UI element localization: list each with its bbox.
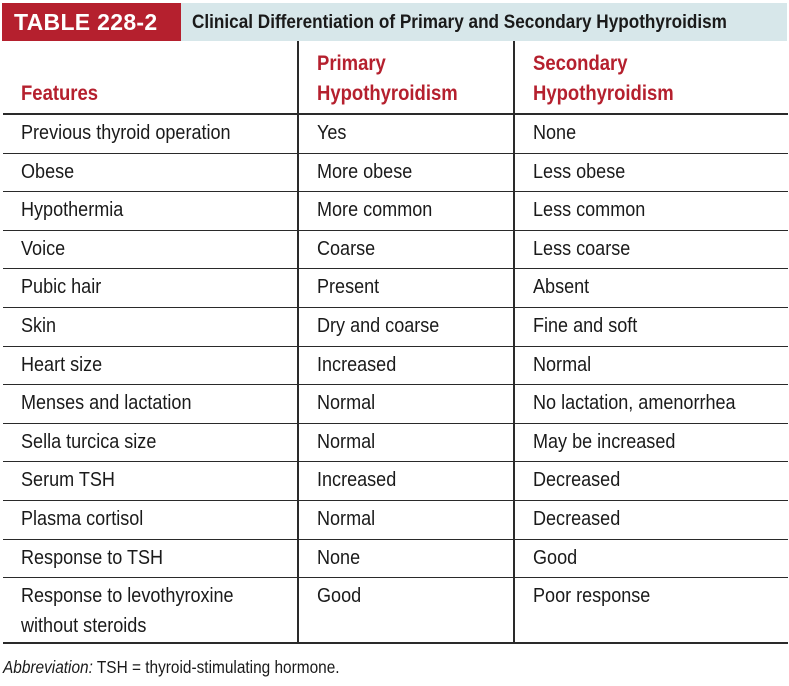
column-header-secondary: Secondary Hypothyroidism bbox=[513, 41, 788, 113]
feature-cell: Pubic hair bbox=[21, 275, 102, 299]
secondary-cell: Absent bbox=[513, 269, 788, 307]
primary-cell: Good bbox=[297, 578, 513, 642]
table-row bbox=[3, 462, 788, 501]
column-header-primary: Primary Hypothyroidism bbox=[297, 41, 513, 113]
primary-cell: None bbox=[297, 540, 513, 578]
feature-cell: Response to TSH bbox=[21, 545, 164, 569]
table-row bbox=[3, 192, 788, 231]
footnote-text: TSH = thyroid-stimulating hormone. bbox=[96, 657, 340, 677]
primary-cell: Yes bbox=[297, 115, 513, 153]
table-row bbox=[3, 385, 788, 424]
secondary-cell: Fine and soft bbox=[513, 308, 788, 346]
table-title: Clinical Differentiation of Primary and Secondary Hypothyroidism bbox=[192, 11, 727, 33]
table-row bbox=[3, 347, 788, 386]
primary-cell: Normal bbox=[297, 424, 513, 462]
table-row bbox=[3, 115, 788, 154]
primary-cell: More common bbox=[297, 192, 513, 230]
secondary-cell: Less common bbox=[513, 192, 788, 230]
table-row bbox=[3, 231, 788, 270]
table-row bbox=[3, 308, 788, 347]
primary-cell: Increased bbox=[297, 347, 513, 385]
secondary-cell: Less obese bbox=[513, 154, 788, 192]
secondary-cell: Poor response bbox=[513, 578, 788, 642]
table-row bbox=[3, 269, 788, 308]
footnote-label: Abbreviation: bbox=[3, 657, 93, 677]
feature-cell: Heart size bbox=[21, 352, 103, 376]
table-number-label: TABLE 228-2 bbox=[2, 3, 181, 41]
feature-cell: Menses and lactation bbox=[21, 391, 192, 415]
secondary-cell: No lactation, amenorrhea bbox=[513, 385, 788, 423]
primary-cell: Present bbox=[297, 269, 513, 307]
feature-cell: Skin bbox=[21, 313, 57, 337]
feature-cell: Response to levothyroxine without steroids bbox=[21, 584, 234, 638]
secondary-cell: Normal bbox=[513, 347, 788, 385]
table-row bbox=[3, 154, 788, 193]
secondary-cell: Decreased bbox=[513, 462, 788, 500]
table-row bbox=[3, 540, 788, 579]
table-row bbox=[3, 424, 788, 463]
comparison-table bbox=[3, 41, 788, 644]
secondary-cell: None bbox=[513, 115, 788, 153]
primary-cell: Normal bbox=[297, 501, 513, 539]
table-row bbox=[3, 578, 788, 644]
feature-cell: Obese bbox=[21, 159, 75, 183]
feature-cell: Serum TSH bbox=[21, 468, 115, 492]
feature-cell: Hypothermia bbox=[21, 198, 124, 222]
table-header-band bbox=[2, 3, 787, 41]
primary-cell: Normal bbox=[297, 385, 513, 423]
feature-cell: Previous thyroid operation bbox=[21, 121, 231, 144]
secondary-cell: Less coarse bbox=[513, 231, 788, 269]
primary-cell: Increased bbox=[297, 462, 513, 500]
feature-cell: Sella turcica size bbox=[21, 429, 157, 453]
secondary-cell: Decreased bbox=[513, 501, 788, 539]
table-footnote bbox=[3, 657, 340, 678]
secondary-cell: May be increased bbox=[513, 424, 788, 462]
table-header-row bbox=[3, 41, 788, 115]
column-header-features: Features bbox=[21, 82, 99, 105]
primary-cell: Dry and coarse bbox=[297, 308, 513, 346]
primary-cell: Coarse bbox=[297, 231, 513, 269]
feature-cell: Plasma cortisol bbox=[21, 506, 144, 530]
primary-cell: More obese bbox=[297, 154, 513, 192]
secondary-cell: Good bbox=[513, 540, 788, 578]
feature-cell: Voice bbox=[21, 236, 66, 260]
table-row bbox=[3, 501, 788, 540]
